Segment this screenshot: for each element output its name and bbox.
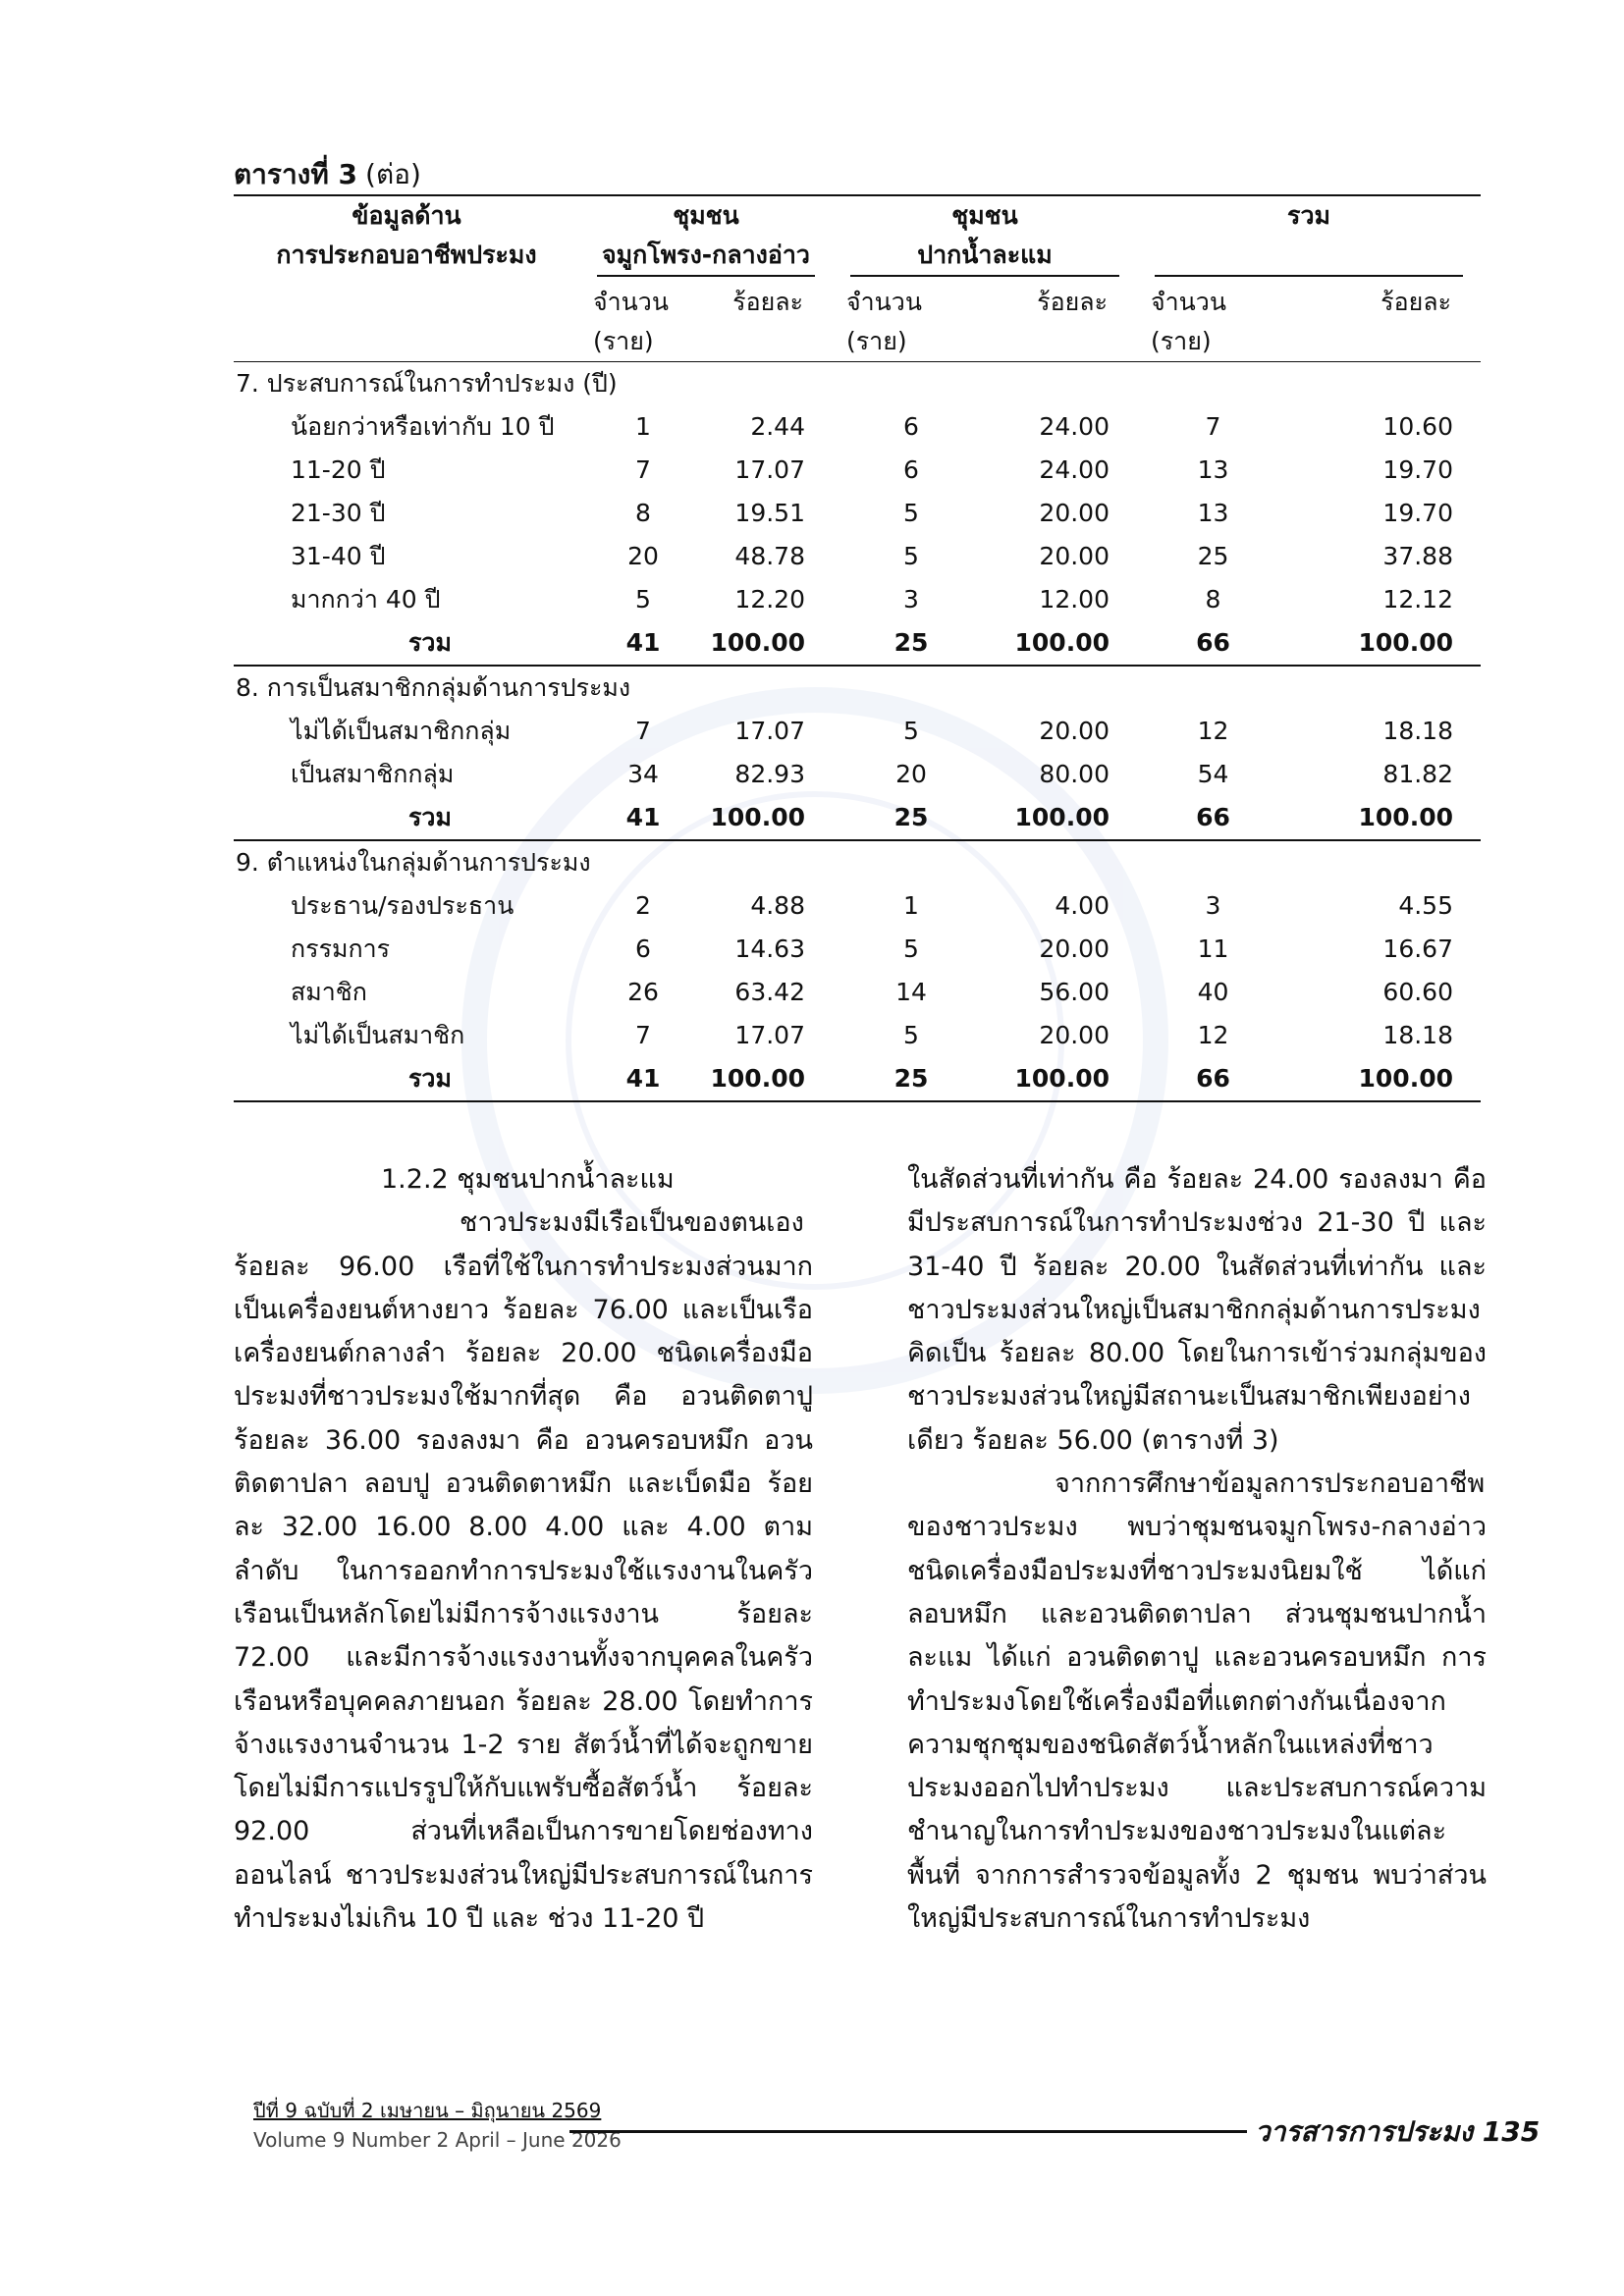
cell-count: 13 (1197, 455, 1229, 484)
cell-count: 5 (903, 934, 919, 963)
cell-percent: 82.93 (734, 760, 805, 788)
table-row (234, 753, 1481, 796)
total-count: 41 (625, 1064, 661, 1093)
total-percent: 100.00 (1014, 803, 1110, 831)
cell-percent: 18.18 (1382, 1021, 1453, 1049)
row-label: 11-20 ปี (291, 455, 386, 484)
row-label: มากกว่า 40 ปี (291, 585, 441, 614)
cell-count: 7 (1205, 412, 1221, 441)
cell-percent: 20.00 (1039, 542, 1110, 570)
header-col-topic: ข้อมูลด้าน การประกอบอาชีพประมง (276, 201, 537, 269)
cell-percent: 20.00 (1039, 499, 1110, 527)
table-row (234, 578, 1481, 621)
cell-count: 3 (1205, 891, 1221, 920)
cell-percent: 24.00 (1039, 412, 1110, 441)
total-percent: 100.00 (1358, 628, 1453, 657)
paragraph: ร้อยละ 96.00 เรือที่ใช้ในการทำประมงส่วนมากเป็นเครื่องยนต์หางยาว ร้อยละ 76.00 และเป็นเรือเครื่องยนต์กลางลำ ร้อยละ 20.00 ชนิดเครื่องมือประมงที่ชาวประมงใช้มากที่สุด คือ อวนติดตาปู ร้อยละ 36.00 รองลงมา คือ อวนครอบหมึก อวนติดตาปลา ลอบปู อวนติดตาหมึก และเบ็ดมือ ร้อยละ 32.00 16.00 8.00 4.00 และ 4.00 ตามลำดับ ในการออกทำการประมงใช้แรงงานในครัวเรือนเป็นหลักโดยไม่มีการจ้างแรงงาน ร้อยละ 72.00 และมีการจ้างแรงงานทั้งจากบุคคลในครัวเรือนหรือบุคคลภายนอก ร้อยละ 28.00 โดยทำการจ้างแรงงานจำนวน 1-2 ราย สัตว์น้ำที่ได้จะถูกขายโดยไม่มีการแปรรูปให้กับแพรับซื้อสัตว์น้ำ ร้อยละ 92.00 ส่วนที่เหลือเป็นการขายโดยช่องทางออนไลน์ ชาวประมงส่วนใหญ่มีประสบการณ์ในการทำประมงไม่เกิน 10 ปี และ ช่วง 11-20 ปี (234, 1251, 813, 1935)
cell-count: 2 (635, 891, 651, 920)
row-label: เป็นสมาชิกกลุ่ม (291, 760, 455, 788)
section-title: 9. ตำแหน่งในกลุ่มด้านการประมง (236, 848, 591, 877)
cell-percent: 19.70 (1382, 499, 1453, 527)
cell-count: 54 (1197, 760, 1229, 788)
cell-count: 8 (635, 499, 651, 527)
cell-count: 1 (903, 891, 919, 920)
header-group-community-1: ชุมชน จมูกโพรง-กลางอ่าว (579, 195, 833, 277)
cell-percent: 12.20 (734, 585, 805, 614)
total-count: 66 (1196, 1064, 1230, 1093)
cell-percent: 14.63 (734, 934, 805, 963)
cell-percent: 48.78 (734, 542, 805, 570)
row-label: 31-40 ปี (291, 542, 386, 570)
cell-percent: 4.55 (1398, 891, 1453, 920)
table-caption (234, 155, 421, 194)
cell-percent: 63.42 (734, 978, 805, 1006)
cell-count: 7 (635, 1021, 651, 1049)
cell-percent: 20.00 (1039, 934, 1110, 963)
cell-count: 5 (903, 542, 919, 570)
total-percent: 100.00 (1358, 1064, 1453, 1093)
subsection-heading: 1.2.2 ชุมชนปากน้ำละแม (381, 1164, 675, 1195)
total-count: 41 (625, 628, 661, 657)
section-title-row (234, 666, 1481, 710)
cell-percent: 80.00 (1039, 760, 1110, 788)
cell-count: 20 (627, 542, 659, 570)
cell-count: 26 (627, 978, 659, 1006)
cell-percent: 19.70 (1382, 455, 1453, 484)
journal-name-page-number: วารสารการประมง 135 (1255, 2115, 1541, 2148)
header-percent: ร้อยละ (1037, 288, 1108, 316)
table-caption-continued: (ต่อ) (365, 158, 421, 190)
table-row (234, 405, 1481, 449)
cell-count: 34 (627, 760, 659, 788)
total-count: 66 (1196, 803, 1230, 831)
paragraph: ในสัดส่วนที่เท่ากัน คือ ร้อยละ 24.00 รองลงมา คือ มีประสบการณ์ในการทำประมงช่วง 21-30 ปี และ 31-40 ปี ร้อยละ 20.00 ในสัดส่วนที่เท่ากัน และชาวประมงส่วนใหญ่เป็นสมาชิกกลุ่มด้านการประมง คิดเป็น ร้อยละ 80.00 โดยในการเข้าร่วมกลุ่มของชาวประมงส่วนใหญ่มีสถานะเป็นสมาชิกเพียงอย่างเดียว ร้อยละ 56.00 (ตารางที่ 3) (907, 1164, 1487, 1456)
cell-count: 7 (635, 717, 651, 745)
row-label: ไม่ได้เป็นสมาชิก (291, 1021, 465, 1049)
row-label: สมาชิก (291, 978, 367, 1006)
cell-count: 5 (903, 1021, 919, 1049)
cell-count: 5 (903, 717, 919, 745)
header-count: จำนวน (ราย) (1151, 288, 1226, 355)
cell-count: 14 (895, 978, 927, 1006)
cell-percent: 4.88 (750, 891, 805, 920)
total-label: รวม (408, 1064, 452, 1093)
cell-percent: 20.00 (1039, 1021, 1110, 1049)
cell-count: 6 (903, 412, 919, 441)
table-caption-title: ตารางที่ 3 (234, 158, 358, 190)
cell-percent: 17.07 (734, 717, 805, 745)
cell-percent: 4.00 (1055, 891, 1110, 920)
cell-count: 25 (1197, 542, 1229, 570)
cell-percent: 81.82 (1382, 760, 1453, 788)
row-label: ไม่ได้เป็นสมาชิกกลุ่ม (291, 717, 512, 745)
cell-percent: 10.60 (1382, 412, 1453, 441)
issue-english: Volume 9 Number 2 April – June 2026 (253, 2128, 622, 2152)
cell-percent: 24.00 (1039, 455, 1110, 484)
row-label: กรรมการ (291, 934, 391, 963)
table-row (234, 884, 1481, 928)
row-label: ประธาน/รองประธาน (291, 891, 514, 920)
total-row (234, 1057, 1481, 1101)
cell-percent: 17.07 (734, 455, 805, 484)
cell-count: 1 (635, 412, 651, 441)
table-row (234, 492, 1481, 535)
total-label: รวม (408, 628, 452, 657)
cell-percent: 56.00 (1039, 978, 1110, 1006)
cell-percent: 12.12 (1382, 585, 1453, 614)
cell-count: 40 (1197, 978, 1229, 1006)
total-count: 25 (893, 628, 929, 657)
cell-count: 20 (895, 760, 927, 788)
cell-percent: 20.00 (1039, 717, 1110, 745)
paragraph: จากการศึกษาข้อมูลการประกอบอาชีพของชาวประมง พบว่าชุมชนจมูกโพรง-กลางอ่าว ชนิดเครื่องมือประมงที่ชาวประมงนิยมใช้ ได้แก่ ลอบหมึก และอวนติดตาปลา ส่วนชุมชนปากน้ำละแม ได้แก่ อวนติดตาปู และอวนครอบหมึก การทำประมงโดยใช้เครื่องมือที่แตกต่างกันเนื่องจากความชุกชุมของชนิดสัตว์น้ำหลักในแหล่งที่ชาวประมงออกไปทำประมง และประสบการณ์ความชำนาญในการทำประมงของชาวประมงในแต่ละพื้นที่ จากการสำรวจข้อมูลทั้ง 2 ชุมชน พบว่าส่วนใหญ่มีประสบการณ์ในการทำประมง (907, 1468, 1487, 1935)
total-percent: 100.00 (1014, 1064, 1110, 1093)
paragraph-first-line: ชาวประมงมีเรือเป็นของตนเอง (460, 1207, 804, 1239)
cell-count: 6 (635, 934, 651, 963)
cell-count: 8 (1205, 585, 1221, 614)
cell-percent: 60.60 (1382, 978, 1453, 1006)
table-row (234, 928, 1481, 971)
table-row (234, 535, 1481, 578)
table-row (234, 1014, 1481, 1057)
cell-percent: 37.88 (1382, 542, 1453, 570)
cell-percent: 18.18 (1382, 717, 1453, 745)
cell-percent: 17.07 (734, 1021, 805, 1049)
header-count: จำนวน (ราย) (846, 288, 922, 355)
row-label: 21-30 ปี (291, 499, 386, 527)
header-percent: ร้อยละ (732, 288, 803, 316)
cell-count: 7 (635, 455, 651, 484)
total-count: 25 (893, 1064, 929, 1093)
total-count: 66 (1196, 628, 1230, 657)
section-title: 7. ประสบการณ์ในการทำประมง (ปี) (236, 369, 618, 398)
table-row (234, 710, 1481, 753)
cell-count: 11 (1197, 934, 1229, 963)
footer-issue-info (253, 2096, 622, 2155)
cell-count: 6 (903, 455, 919, 484)
total-count: 41 (625, 803, 661, 831)
table-row (234, 971, 1481, 1014)
cell-count: 12 (1197, 717, 1229, 745)
header-group-total: รวม (1137, 195, 1481, 277)
total-percent: 100.00 (710, 1064, 805, 1093)
cell-percent: 16.67 (1382, 934, 1453, 963)
total-percent: 100.00 (1358, 803, 1453, 831)
issue-thai: ปีที่ 9 ฉบับที่ 2 เมษายน – มิถุนายน 2569 (253, 2099, 602, 2122)
total-percent: 100.00 (710, 628, 805, 657)
total-row (234, 621, 1481, 666)
cell-count: 3 (903, 585, 919, 614)
footer-rule (569, 2130, 1247, 2133)
table-row (234, 449, 1481, 492)
total-count: 25 (893, 803, 929, 831)
cell-count: 5 (903, 499, 919, 527)
cell-percent: 2.44 (750, 412, 805, 441)
header-percent: ร้อยละ (1380, 288, 1451, 316)
cell-percent: 12.00 (1039, 585, 1110, 614)
total-percent: 100.00 (710, 803, 805, 831)
section-title: 8. การเป็นสมาชิกกลุ่มด้านการประมง (236, 673, 631, 702)
section-title-row (234, 362, 1481, 406)
total-label: รวม (408, 803, 452, 831)
body-column-left (234, 1158, 813, 1941)
header-group-community-2: ชุมชน ปากน้ำละแม (833, 195, 1137, 277)
total-percent: 100.00 (1014, 628, 1110, 657)
total-row (234, 796, 1481, 840)
row-label: น้อยกว่าหรือเท่ากับ 10 ปี (291, 412, 555, 441)
cell-count: 5 (635, 585, 651, 614)
data-table (234, 194, 1481, 1102)
section-title-row (234, 840, 1481, 884)
cell-count: 13 (1197, 499, 1229, 527)
cell-percent: 19.51 (734, 499, 805, 527)
cell-count: 12 (1197, 1021, 1229, 1049)
body-column-right (907, 1158, 1487, 1941)
header-count: จำนวน (ราย) (593, 288, 669, 355)
